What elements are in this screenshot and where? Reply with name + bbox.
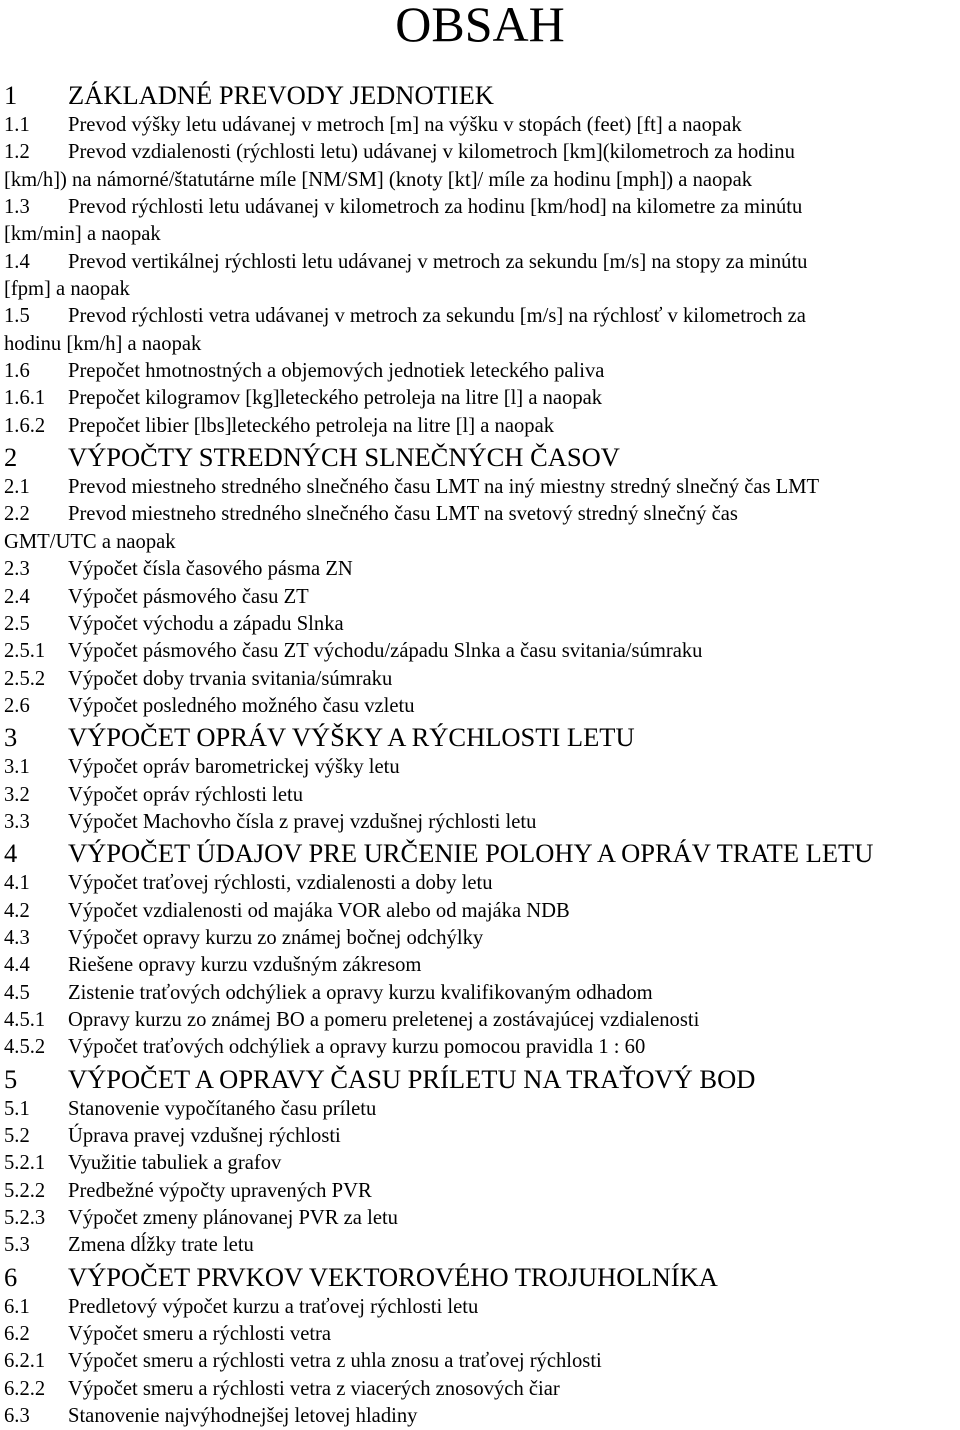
toc-entry-number: 2 <box>4 442 18 473</box>
toc-entry[interactable] <box>4 1376 958 1403</box>
toc-entry[interactable] <box>4 870 958 897</box>
toc-entry[interactable] <box>4 1232 958 1259</box>
toc-entry-title: Výpočet smeru a rýchlosti vetra z viacerých znosových čiar <box>68 1377 560 1400</box>
toc-entry-number: 1.3 <box>4 196 30 219</box>
toc-entry-title: Výpočet pásmového času ZT <box>68 585 309 608</box>
toc-entry[interactable] <box>4 1178 958 1205</box>
toc-entry-number: 2.3 <box>4 558 30 581</box>
toc-entry[interactable] <box>4 385 958 412</box>
toc-entry[interactable] <box>4 1123 958 1150</box>
toc-entry-number: 5.2.3 <box>4 1207 46 1230</box>
toc-entry[interactable] <box>4 782 958 809</box>
toc-entry-title: Výpočet smeru a rýchlosti vetra <box>68 1323 332 1346</box>
toc-entry-number: 5.2 <box>4 1125 30 1147</box>
toc-entry-number: 6.3 <box>4 1405 30 1428</box>
toc-entry-title: Výpočet traťovej rýchlosti, vzdialenosti a doby letu <box>68 872 493 895</box>
toc-entry[interactable] <box>4 952 958 979</box>
toc-entry[interactable] <box>4 358 958 385</box>
toc-entry-title: Výpočet smeru a rýchlosti vetra z uhla znosu a traťovej rýchlosti <box>68 1350 602 1373</box>
toc-entry[interactable] <box>4 112 958 139</box>
toc-entry[interactable] <box>4 666 958 693</box>
toc-entry-title: VÝPOČET A OPRAVY ČASU PRÍLETU NA TRAŤOVÝ BOD <box>68 1063 756 1094</box>
toc-entry-title: Prevod vertikálnej rýchlosti letu udávanej v metroch za sekundu [m/s] na stopy za minútu <box>68 250 808 273</box>
toc-entry-title: Výpočet opravy kurzu zo známej bočnej odchýlky <box>68 926 484 949</box>
toc-entry-title: Výpočet pásmového času ZT východu/západu Slnka a času svitania/súmraku <box>68 640 703 663</box>
toc-chapter[interactable] <box>4 720 958 754</box>
toc-entry[interactable] <box>4 556 958 583</box>
toc-entry-title: Zistenie traťových odchýliek a opravy kurzu kvalifikovaným odhadom <box>68 981 653 1004</box>
toc-entry-number: 1 <box>4 80 18 110</box>
toc-entry-title: Úprava pravej vzdušnej rýchlosti <box>68 1125 341 1147</box>
toc-entry-title: Riešene opravy kurzu vzdušným zákresom <box>68 954 422 977</box>
toc-entry-title-continuation: [km/min] a naopak <box>4 223 161 246</box>
toc-chapter[interactable] <box>4 836 958 870</box>
toc-entry[interactable] <box>4 1150 958 1177</box>
toc-entry[interactable] <box>4 898 958 925</box>
toc-entry-number: 3.1 <box>4 756 30 779</box>
toc-entry-number: 6 <box>4 1261 18 1292</box>
toc-entry-number: 4.4 <box>4 954 30 977</box>
toc-entry[interactable] <box>4 303 958 358</box>
toc-entry[interactable] <box>4 809 958 836</box>
toc-entry-number: 3.2 <box>4 783 30 806</box>
toc-entry-number: 5.2.1 <box>4 1152 46 1175</box>
toc-entry-number: 1.6.1 <box>4 387 46 410</box>
toc-entry-number: 1.2 <box>4 141 30 164</box>
toc-entry-number: 2.4 <box>4 585 30 608</box>
toc-entry-number: 6.2.2 <box>4 1377 46 1400</box>
toc-entry[interactable] <box>4 1096 958 1123</box>
toc-entry-title: Výpočet opráv rýchlosti letu <box>68 783 304 806</box>
toc-entry-title: Prevod miestneho stredného slnečného času LMT na svetový stredný slnečný čas <box>68 503 738 526</box>
toc-entry-title: Stanovenie najvýhodnejšej letovej hladiny <box>68 1405 418 1428</box>
toc-entry-title: Opravy kurzu zo známej BO a pomeru preletenej a zostávajúcej vzdialenosti <box>68 1008 700 1031</box>
table-of-contents <box>4 78 958 1430</box>
toc-entry-title: Výpočet doby trvania svitania/súmraku <box>68 667 393 690</box>
toc-entry-title: Prevod rýchlosti vetra udávanej v metroch za sekundu [m/s] na rýchlosť v kilometroch za <box>68 305 806 328</box>
toc-entry-number: 4.1 <box>4 872 30 895</box>
toc-entry-number: 4.3 <box>4 926 30 949</box>
toc-entry-title: Výpočet čísla časového pásma ZN <box>68 558 353 581</box>
toc-entry-number: 4.5.2 <box>4 1036 46 1059</box>
toc-entry-title: Výpočet vzdialenosti od majáka VOR alebo od majáka NDB <box>68 899 570 922</box>
toc-entry-title: Výpočet Machovho čísla z pravej vzdušnej rýchlosti letu <box>68 810 537 833</box>
toc-entry-title: Prevod vzdialenosti (rýchlosti letu) udávanej v kilometroch [km](kilometroch za hodinu <box>68 141 795 164</box>
toc-entry-number: 6.1 <box>4 1295 30 1318</box>
toc-entry[interactable] <box>4 1007 958 1034</box>
toc-entry[interactable] <box>4 611 958 638</box>
toc-entry-number: 2.6 <box>4 694 30 717</box>
toc-entry-number: 1.4 <box>4 250 30 273</box>
toc-entry[interactable] <box>4 474 958 501</box>
toc-entry[interactable] <box>4 1294 958 1321</box>
toc-entry[interactable] <box>4 249 958 304</box>
toc-entry[interactable] <box>4 139 958 194</box>
toc-entry-number: 1.6 <box>4 360 30 383</box>
toc-entry[interactable] <box>4 1205 958 1232</box>
toc-entry-title: Výpočet opráv barometrickej výšky letu <box>68 756 400 779</box>
toc-entry-title: ZÁKLADNÉ PREVODY JEDNOTIEK <box>68 80 494 110</box>
toc-entry-number: 5.3 <box>4 1234 30 1257</box>
toc-entry-title-continuation: [km/h]) na námorné/štatutárne míle [NM/SM] (knoty [kt]/ míle za hodinu [mph]) a naopak <box>4 168 753 191</box>
toc-entry[interactable] <box>4 584 958 611</box>
toc-entry-number: 5.2.2 <box>4 1179 46 1202</box>
toc-entry-title: Prepočet hmotnostných a objemových jednotiek leteckého paliva <box>68 360 605 383</box>
toc-entry-number: 4.2 <box>4 899 30 922</box>
toc-entry-title: Zmena dĺžky trate letu <box>68 1234 254 1257</box>
toc-entry-number: 2.5.2 <box>4 667 46 690</box>
toc-entry-number: 2.2 <box>4 503 30 526</box>
toc-chapter[interactable] <box>4 440 958 474</box>
toc-entry-number: 2.1 <box>4 476 30 499</box>
toc-entry-number: 3.3 <box>4 810 30 833</box>
toc-entry-title-continuation: [fpm] a naopak <box>4 278 130 301</box>
toc-entry-title: Prepočet libier [lbs]leteckého petroleja na litre [l] a naopak <box>68 414 555 437</box>
toc-entry-title: Prepočet kilogramov [kg]leteckého petroleja na litre [l] a naopak <box>68 387 603 410</box>
toc-entry-title: Prevod miestneho stredného slnečného času LMT na iný miestny stredný slnečný čas LMT <box>68 476 820 499</box>
toc-entry-number: 3 <box>4 722 18 753</box>
toc-entry-title: Využitie tabuliek a grafov <box>68 1152 282 1175</box>
toc-entry-number: 4 <box>4 838 18 869</box>
toc-entry-number: 6.2 <box>4 1323 30 1346</box>
toc-entry-title: Výpočet posledného možného času vzletu <box>68 694 415 717</box>
toc-entry[interactable] <box>4 501 958 556</box>
toc-entry[interactable] <box>4 638 958 665</box>
toc-entry-number: 1.6.2 <box>4 414 46 437</box>
toc-entry-title-continuation: GMT/UTC a naopak <box>4 530 176 553</box>
toc-entry-number: 1.5 <box>4 305 30 328</box>
toc-entry[interactable] <box>4 693 958 720</box>
toc-entry-title: Predbežné výpočty upravených PVR <box>68 1179 372 1202</box>
page-title: OBSAH <box>395 0 565 52</box>
toc-entry-title: VÝPOČET OPRÁV VÝŠKY A RÝCHLOSTI LETU <box>68 722 635 753</box>
toc-chapter[interactable] <box>4 1260 958 1294</box>
toc-entry-title-continuation: hodinu [km/h] a naopak <box>4 332 202 355</box>
toc-entry[interactable] <box>4 1321 958 1348</box>
toc-entry[interactable] <box>4 1348 958 1375</box>
toc-entry[interactable] <box>4 980 958 1007</box>
toc-entry-number: 1.1 <box>4 114 30 136</box>
toc-entry[interactable] <box>4 413 958 440</box>
toc-chapter[interactable] <box>4 78 958 112</box>
toc-entry-title: Stanovenie vypočítaného času príletu <box>68 1097 377 1120</box>
toc-entry-title: VÝPOČET ÚDAJOV PRE URČENIE POLOHY A OPRÁV TRATE LETU <box>68 838 874 869</box>
toc-entry-number: 2.5 <box>4 612 30 635</box>
toc-entry-number: 5.1 <box>4 1097 30 1120</box>
toc-entry-title: VÝPOČTY STREDNÝCH SLNEČNÝCH ČASOV <box>68 442 620 473</box>
toc-entry-number: 4.5 <box>4 981 30 1004</box>
toc-entry[interactable] <box>4 754 958 781</box>
toc-entry[interactable] <box>4 1034 958 1061</box>
toc-entry-title: Predletový výpočet kurzu a traťovej rýchlosti letu <box>68 1295 479 1318</box>
toc-entry-title: Výpočet zmeny plánovanej PVR za letu <box>68 1207 398 1230</box>
toc-entry-title: Výpočet východu a západu Slnka <box>68 612 344 635</box>
toc-entry-title: VÝPOČET PRVKOV VEKTOROVÉHO TROJUHOLNÍKA <box>68 1261 718 1292</box>
toc-entry-number: 2.5.1 <box>4 640 46 663</box>
toc-entry-title: Výpočet traťových odchýliek a opravy kurzu pomocou pravidla 1 : 60 <box>68 1036 646 1059</box>
toc-entry-title: Prevod rýchlosti letu udávanej v kilometroch za hodinu [km/hod] na kilometre za minútu <box>68 196 803 219</box>
toc-entry[interactable] <box>4 925 958 952</box>
toc-entry-title: Prevod výšky letu udávanej v metroch [m] na výšku v stopách (feet) [ft] a naopak <box>68 114 742 136</box>
toc-entry-number: 4.5.1 <box>4 1008 46 1031</box>
toc-entry-number: 6.2.1 <box>4 1350 46 1373</box>
toc-entry-number: 5 <box>4 1063 18 1094</box>
toc-entry[interactable] <box>4 1403 958 1430</box>
toc-entry[interactable] <box>4 194 958 249</box>
toc-chapter[interactable] <box>4 1062 958 1096</box>
